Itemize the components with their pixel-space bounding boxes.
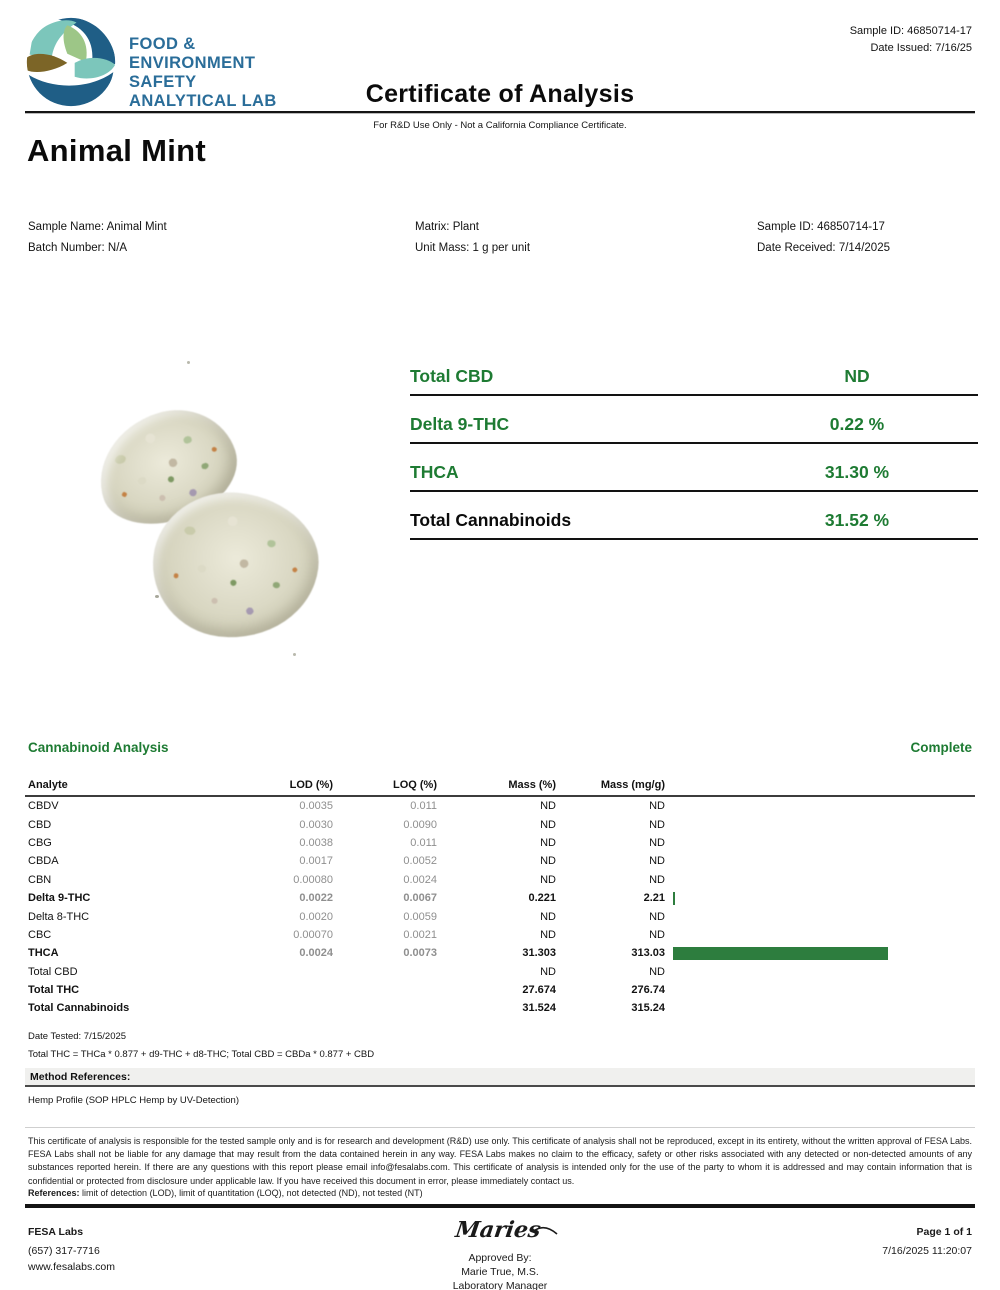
mass-mgg-value: ND: [649, 873, 665, 886]
loq-value: 0.0073: [403, 947, 437, 960]
mass-pct-value: ND: [540, 800, 556, 813]
section-divider: [25, 1127, 975, 1128]
mass-pct-value: 31.524: [522, 1002, 556, 1015]
table-row: [25, 981, 975, 999]
page-indicator: Page 1 of 1: [916, 1226, 972, 1238]
date-issued: Date Issued: 7/16/25: [870, 42, 972, 54]
lod-value: 0.0017: [299, 855, 333, 868]
unit-mass: Unit Mass: 1 g per unit: [415, 242, 531, 254]
lod-value: 0.0022: [299, 892, 333, 905]
summary-label: Total Cannabinoids: [410, 510, 572, 530]
photo-crumb: [293, 653, 296, 656]
logo-line: ANALYTICAL LAB: [129, 92, 277, 110]
mass-pct-value: ND: [540, 855, 556, 868]
lod-value: 0.00080: [293, 873, 333, 886]
summary-row-delta9-thc: [410, 396, 978, 444]
mass-mgg-value: ND: [649, 928, 665, 941]
method-reference-value: Hemp Profile (SOP HPLC Hemp by UV-Detection): [28, 1095, 240, 1106]
date-tested: Date Tested: 7/15/2025: [28, 1031, 127, 1042]
table-row: [25, 852, 975, 870]
footer-meta: [882, 1224, 972, 1259]
lod-value: 0.0024: [299, 947, 333, 960]
table-row: [25, 797, 975, 815]
table-row: [25, 871, 975, 889]
mass-mgg-value: 313.03: [631, 947, 665, 960]
loq-value: 0.0067: [403, 892, 437, 905]
mass-mgg-value: 315.24: [631, 1002, 665, 1015]
approval-block: [0, 1213, 1000, 1290]
col-loq: LOQ (%): [393, 779, 437, 791]
mass-mgg-value: ND: [649, 818, 665, 831]
sample-info-col2: [415, 217, 530, 259]
loq-value: 0.0024: [403, 873, 437, 886]
loq-value: 0.0090: [403, 818, 437, 831]
logo-line: SAFETY: [129, 73, 197, 91]
disclaimer-text: This certificate of analysis is responsible for the tested sample only and is for research and development (R&D) use only. This certificate of analysis shall not be reproduced, except in its entirety, without the written approval of FESA Labs. FESA Labs shall not be liable for any damage that may result from the data contained herein in any way. FESA Labs makes no claim to the efficacy, safety or other risks associated with any detected or non-detected amounts of any substances reported herein. If there are any questions with this report please email info@fesalabs.com. This certificate of analysis is intended only for the use of the party to whom it is addressed and may contain information that is confidential or protected from disclosure under applicable law. If you have received this document in error, please immediately contact us.: [28, 1136, 972, 1186]
summary-results: [410, 348, 978, 540]
mass-pct-value: 0.221: [528, 892, 556, 905]
analyte-table-body: [25, 797, 975, 1018]
references-note: [28, 1188, 423, 1198]
table-row: [25, 963, 975, 981]
sample-name: Sample Name: Animal Mint: [28, 221, 167, 233]
mass-pct-value: 31.303: [522, 947, 556, 960]
logo-line: FOOD &: [129, 35, 196, 53]
mass-bar-cell: [665, 892, 975, 905]
summary-label: THCA: [410, 462, 459, 482]
references-label: References:: [28, 1188, 80, 1198]
loq-value: 0.0052: [403, 855, 437, 868]
method-references-label: Method References:: [30, 1070, 131, 1083]
mass-bar-cell: [665, 947, 975, 960]
analyte-name: CBN: [28, 873, 52, 886]
mass-mgg-value: 276.74: [631, 984, 665, 997]
mass-mgg-value: ND: [649, 836, 665, 849]
sample-id: Sample ID: 46850714-17: [849, 25, 972, 37]
lod-value: 0.0038: [299, 836, 333, 849]
table-row: [25, 889, 975, 907]
lod-value: 0.0030: [299, 818, 333, 831]
summary-row-total-cannabinoids: [410, 492, 978, 540]
mass-pct-value: ND: [540, 928, 556, 941]
table-row: [25, 999, 975, 1017]
batch-number: Batch Number: N/A: [28, 242, 128, 254]
analyte-name: Delta 8-THC: [28, 910, 90, 923]
approver-title: Laboratory Manager: [452, 1280, 548, 1290]
loq-value: 0.0059: [403, 910, 437, 923]
analyte-table-header: [25, 779, 975, 797]
mass-bar: [673, 892, 675, 905]
summary-value: 0.22 %: [829, 414, 885, 434]
analyte-name: Delta 9-THC: [28, 892, 91, 905]
loq-value: 0.011: [410, 800, 437, 813]
loq-value: 0.0021: [403, 928, 437, 941]
references-text: limit of detection (LOD), limit of quantitation (LOQ), not detected (ND), not tested (NT): [79, 1188, 423, 1198]
summary-label: Total CBD: [410, 366, 494, 386]
header-meta: [850, 23, 972, 57]
date-received: Date Received: 7/14/2025: [757, 242, 890, 254]
loq-value: 0.011: [410, 836, 437, 849]
sample-info-col3: [757, 217, 890, 259]
mass-pct-value: ND: [540, 873, 556, 886]
document-title: Certificate of Analysis: [365, 80, 635, 108]
phone-number: (657) 317-7716: [28, 1245, 100, 1257]
analyte-table: [25, 779, 975, 1018]
mass-mgg-value: 2.21: [643, 892, 665, 905]
col-analyte: Analyte: [28, 779, 68, 791]
col-mass-pct: Mass (%): [508, 779, 556, 791]
signature-icon: [430, 1213, 570, 1247]
photo-crumb: [155, 595, 159, 598]
title-divider: [25, 111, 975, 114]
mass-mgg-value: ND: [649, 800, 665, 813]
table-row: [25, 926, 975, 944]
company-name: FESA Labs: [28, 1226, 84, 1238]
mass-mgg-value: ND: [649, 910, 665, 923]
lod-value: 0.00070: [293, 928, 333, 941]
table-row: [25, 944, 975, 962]
summary-row-thca: [410, 444, 978, 492]
sample-id-repeat: Sample ID: 46850714-17: [757, 221, 885, 233]
lod-value: 0.0035: [299, 800, 333, 813]
mass-mgg-value: ND: [649, 965, 665, 978]
signature-text: Maries: [453, 1217, 543, 1243]
summary-value: 31.30 %: [824, 462, 890, 482]
table-row: [25, 834, 975, 852]
lod-value: 0.0020: [299, 910, 333, 923]
document-subtitle: For R&D Use Only - Not a California Compliance Certificate.: [373, 120, 627, 131]
mass-pct-value: 27.674: [522, 984, 556, 997]
table-row: [25, 815, 975, 833]
section-title: Cannabinoid Analysis: [28, 740, 169, 755]
logo-line: ENVIRONMENT: [129, 54, 256, 72]
summary-value: ND: [844, 366, 870, 386]
mass-mgg-value: ND: [649, 855, 665, 868]
matrix: Matrix: Plant: [415, 221, 479, 233]
analyte-name: Total THC: [28, 984, 80, 997]
footer-divider: [25, 1204, 975, 1208]
mass-pct-value: ND: [540, 836, 556, 849]
approver-name: Marie True, M.S.: [461, 1266, 539, 1278]
mass-pct-value: ND: [540, 910, 556, 923]
col-lod: LOD (%): [289, 779, 333, 791]
product-name: Animal Mint: [27, 133, 206, 168]
analyte-name: CBC: [28, 928, 52, 941]
analyte-name: CBD: [28, 818, 52, 831]
website-link[interactable]: www.fesalabs.com: [28, 1261, 115, 1273]
approved-by-label: Approved By:: [468, 1252, 532, 1264]
col-mass-mgg: Mass (mg/g): [600, 779, 665, 791]
analyte-name: CBDA: [28, 855, 59, 868]
method-references-header: [25, 1068, 975, 1087]
analyte-name: CBDV: [28, 800, 59, 813]
status-badge: Complete: [910, 740, 972, 755]
mass-bar: [673, 947, 888, 960]
table-row: [25, 907, 975, 925]
print-timestamp: 7/16/2025 11:20:07: [882, 1245, 972, 1257]
mass-pct-value: ND: [540, 965, 556, 978]
analyte-name: Total CBD: [28, 965, 78, 978]
summary-label: Delta 9-THC: [410, 414, 510, 434]
mass-pct-value: ND: [540, 818, 556, 831]
sample-info-col1: [28, 217, 167, 259]
thc-formula: Total THC = THCa * 0.877 + d9-THC + d8-THC; Total CBD = CBDa * 0.877 + CBD: [28, 1049, 375, 1060]
col-bar: [665, 779, 975, 791]
photo-crumb: [187, 361, 190, 364]
product-photo: [55, 295, 355, 705]
analyte-name: THCA: [28, 947, 59, 960]
summary-value: 31.52 %: [824, 510, 890, 530]
analyte-name: Total Cannabinoids: [28, 1002, 130, 1015]
analyte-name: CBG: [28, 836, 52, 849]
summary-row-total-cbd: [410, 348, 978, 396]
